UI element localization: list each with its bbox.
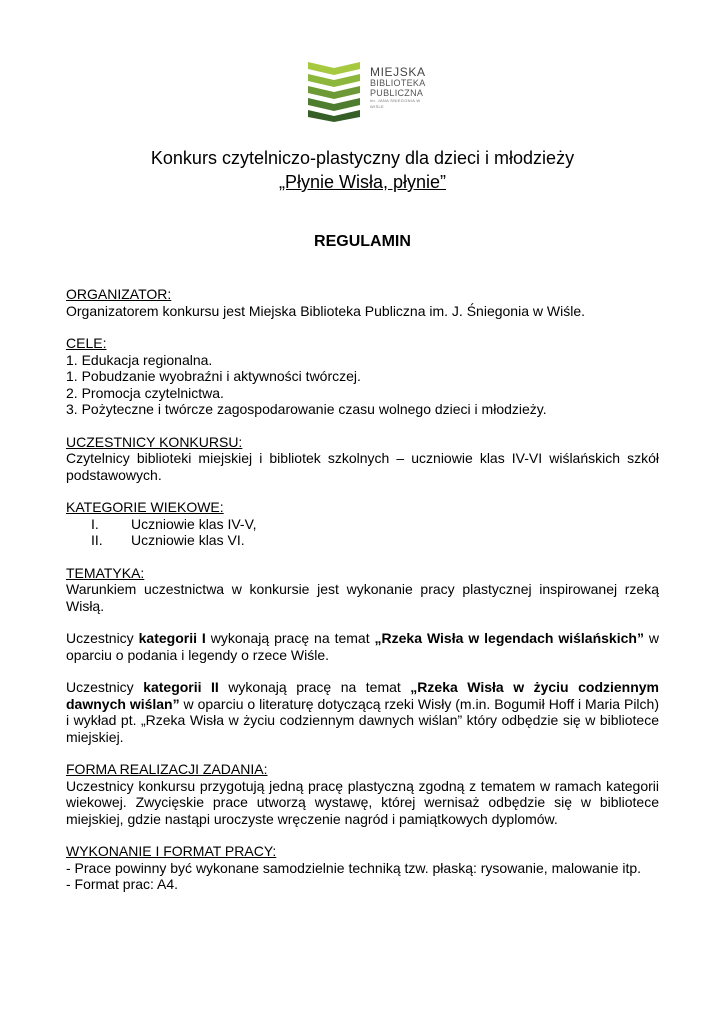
section-heading: ORGANIZATOR: bbox=[66, 286, 172, 302]
paragraph-kategoria-2: Uczestnicy kategorii II wykonają pracę na temat „Rzeka Wisła w życiu codziennym dawnych wiślan” w oparciu o literaturę dotyczącą rzeki Wisły (m.in. Bogumił Hoff i Maria Pilch) i wykład pt. „Rzeka Wisła w życiu codziennym dawnych wiślan” który odbędzie się w bibliotece miejskiej. bbox=[66, 679, 660, 745]
section-heading: UCZESTNICY KONKURSU: bbox=[66, 433, 243, 450]
section-wykonanie bbox=[66, 843, 659, 893]
list-item: 2. Promocja czytelnictwa. bbox=[66, 384, 224, 401]
logo-line4: im. JANA ŚNIEGONIA W WIŚLE bbox=[370, 98, 421, 109]
list-item: - Prace powinny być wykonane samodzielnie techniką tzw. płaską: rysowanie, malowanie itp. bbox=[66, 859, 642, 876]
list-item-text: Uczniowie klas IV-V, bbox=[131, 515, 257, 532]
section-heading: TEMATYKA: bbox=[66, 564, 145, 581]
section-text: Czytelnicy biblioteki miejskiej i bibliotek szkolnych – uczniowie klas IV-VI wiślańskich szkół podstawowych. bbox=[66, 450, 659, 483]
document-body bbox=[66, 286, 659, 909]
section-forma bbox=[66, 761, 659, 827]
section-heading: KATEGORIE WIEKOWE: bbox=[66, 499, 224, 515]
logo-line2: BIBLIOTEKA bbox=[370, 78, 426, 88]
list-item bbox=[66, 516, 659, 533]
section-cele bbox=[66, 335, 659, 418]
list-item: 3. Pożyteczne i twórcze zagospodarowanie czasu wolnego dzieci i młodzieży. bbox=[66, 401, 547, 417]
document-title: Konkurs czytelniczo-plastyczny dla dzieci i młodzieży bbox=[150, 148, 575, 168]
list-item bbox=[66, 532, 659, 549]
section-heading: CELE: bbox=[66, 335, 107, 351]
section-text: Organizatorem konkursu jest Miejska Biblioteka Publiczna im. J. Śniegonia w Wiśle. bbox=[66, 302, 585, 319]
section-organizator bbox=[66, 286, 659, 319]
regulamin-heading: REGULAMIN bbox=[314, 233, 411, 250]
section-heading: WYKONANIE I FORMAT PRACY: bbox=[66, 843, 277, 859]
logo-chevrons-icon bbox=[308, 58, 368, 122]
subtitle-text: „Płynie Wisła, płynie” bbox=[278, 172, 447, 192]
logo-line3: PUBLICZNA bbox=[370, 88, 424, 98]
list-item-number: II. bbox=[91, 532, 103, 548]
section-tematyka bbox=[66, 565, 659, 746]
section-text: Uczestnicy konkursu przygotują jedną pracę plastyczną zgodną z tematem w ramach kategorii wiekowej. Zwycięskie prace utworzą wystawę, której wernisaż odbędzie się w bibliotece miejskiej, gdzie nastąpi uroczyste wręczenie nagród i pamiątkowych dyplomów. bbox=[66, 777, 659, 827]
section-text: Warunkiem uczestnictwa w konkursie jest wykonanie pracy plastycznej inspirowanej rzeką Wisłą. bbox=[66, 581, 659, 614]
list-item: - Format prac: A4. bbox=[66, 876, 179, 892]
library-logo bbox=[308, 58, 428, 122]
logo-line1: MIEJSKA bbox=[370, 65, 426, 79]
list-item-number: I. bbox=[91, 515, 99, 532]
paragraph-kategoria-1: Uczestnicy kategorii I wykonają pracę na temat „Rzeka Wisła w legendach wiślańskich” w oparciu o podania i legendy o rzece Wiśle. bbox=[66, 630, 660, 663]
list-item: 1. Edukacja regionalna. bbox=[66, 351, 213, 368]
list-item-text: Uczniowie klas VI. bbox=[131, 532, 245, 548]
section-uczestnicy bbox=[66, 434, 659, 484]
logo-wordmark bbox=[370, 66, 428, 110]
list-item: 1. Pobudzanie wyobraźni i aktywności twórczej. bbox=[66, 368, 361, 384]
section-kategorie bbox=[66, 499, 659, 549]
section-heading: FORMA REALIZACJI ZADANIA: bbox=[66, 761, 268, 777]
document-subtitle bbox=[0, 170, 725, 194]
